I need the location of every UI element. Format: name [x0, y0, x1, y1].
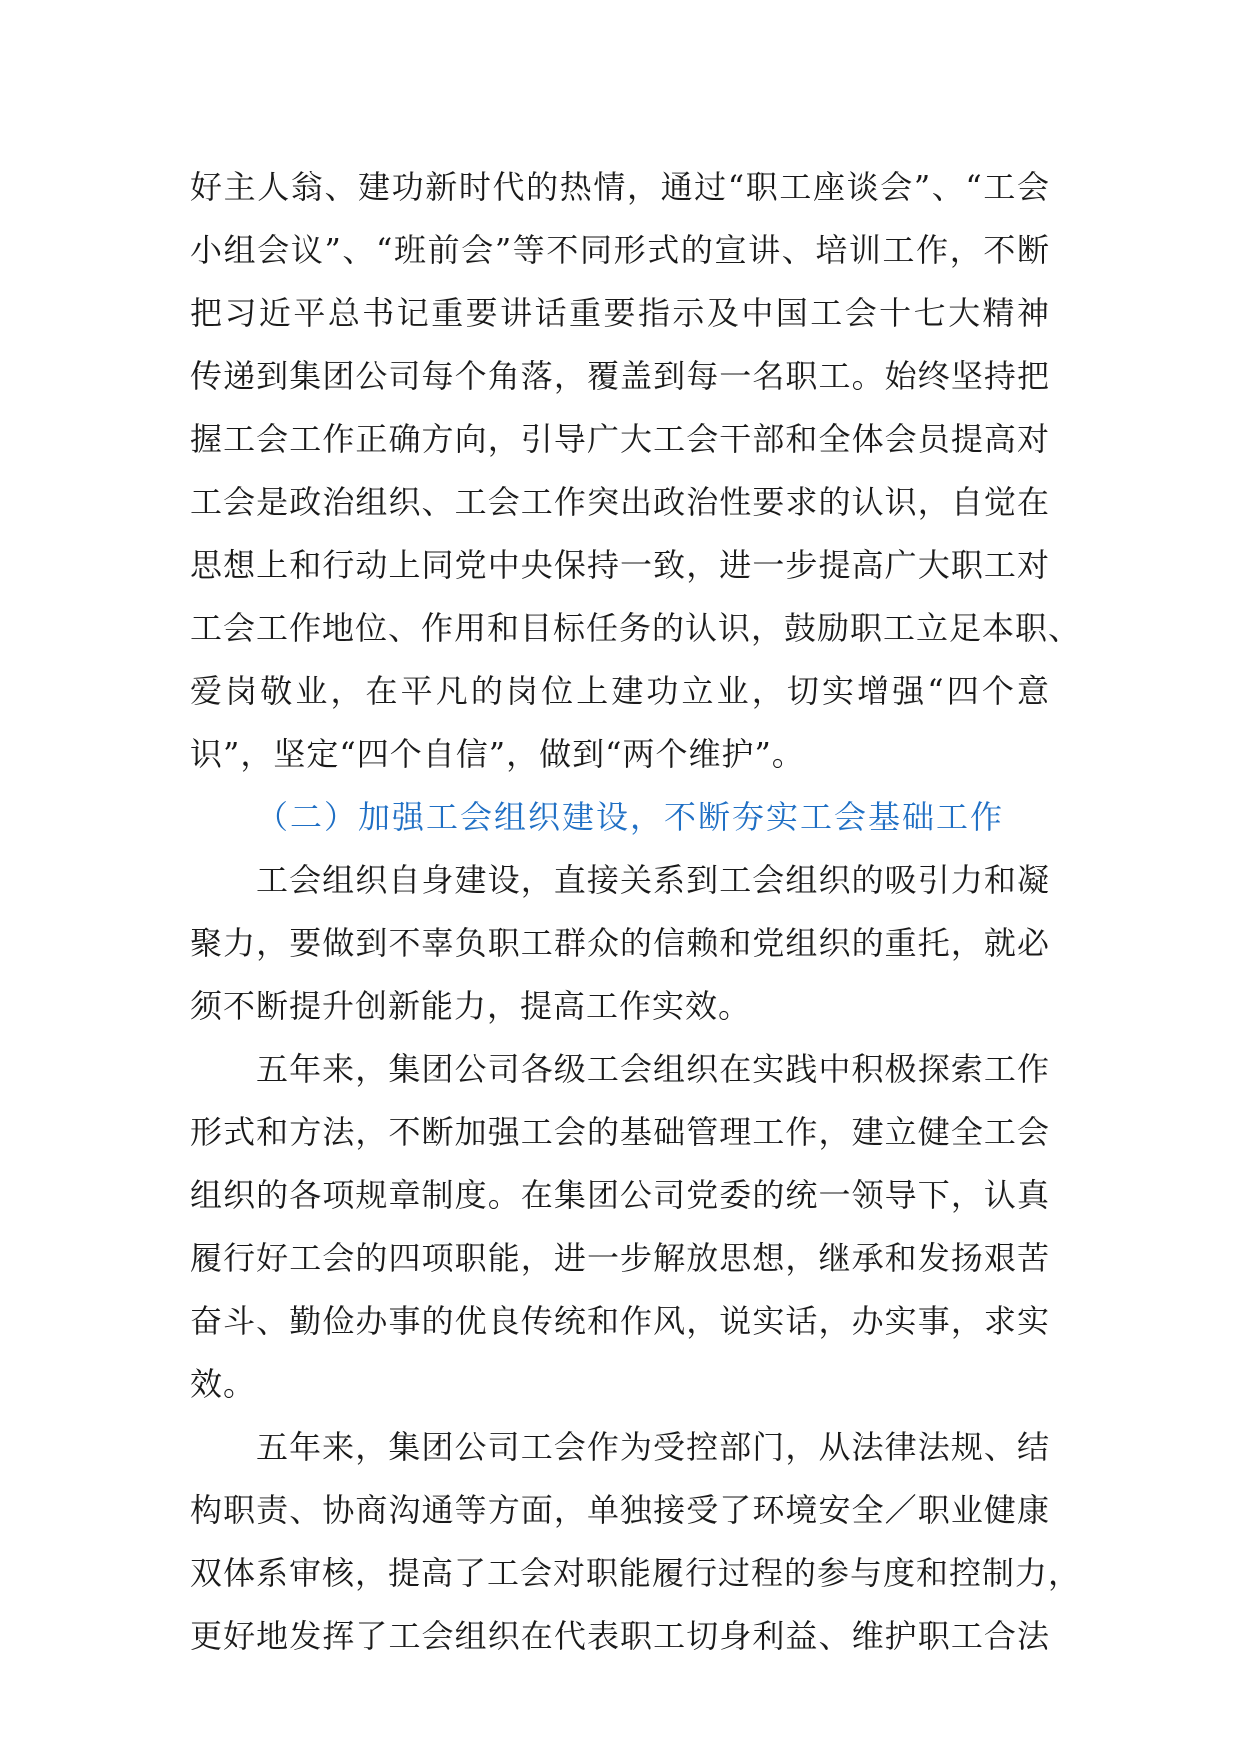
paragraph-line: 好主人翁、建功新时代的热情，通过“职工座谈会”、“工会: [190, 168, 1050, 206]
paragraph-line: 组织的各项规章制度。在集团公司党委的统一领导下，认真: [190, 1176, 1050, 1214]
paragraph-line: 识”，坚定“四个自信”，做到“两个维护”。: [190, 735, 805, 773]
paragraph-line: 须不断提升创新能力，提高工作实效。: [190, 987, 752, 1025]
paragraph-line: 形式和方法，不断加强工会的基础管理工作，建立健全工会: [190, 1113, 1050, 1151]
paragraph-line: 爱岗敬业，在平凡的岗位上建功立业，切实增强“四个意: [190, 672, 1050, 710]
paragraph-line: 构职责、协商沟通等方面，单独接受了环境安全／职业健康: [190, 1491, 1050, 1529]
paragraph-line: 小组会议”、“班前会”等不同形式的宣讲、培训工作，不断: [190, 231, 1050, 269]
section-heading: （二）加强工会组织建设，不断夯实工会基础工作: [256, 798, 1005, 836]
paragraph-line: 双体系审核，提高了工会对职能履行过程的参与度和控制力，: [190, 1554, 1082, 1592]
paragraph-line: 履行好工会的四项职能，进一步解放思想，继承和发扬艰苦: [190, 1239, 1050, 1277]
paragraph-line: 工会工作地位、作用和目标任务的认识，鼓励职工立足本职、: [190, 609, 1082, 647]
paragraph-line: 传递到集团公司每个角落，覆盖到每一名职工。始终坚持把: [190, 357, 1050, 395]
paragraph-line: 工会是政治组织、工会工作突出政治性要求的认识，自觉在: [190, 483, 1050, 521]
paragraph-line: 奋斗、勤俭办事的优良传统和作风，说实话，办实事，求实: [190, 1302, 1050, 1340]
paragraph-line: 把习近平总书记重要讲话重要指示及中国工会十七大精神: [190, 294, 1050, 332]
paragraph-line: 握工会工作正确方向，引导广大工会干部和全体会员提高对: [190, 420, 1050, 458]
document-body: [190, 156, 1082, 1668]
paragraph-line: 五年来，集团公司各级工会组织在实践中积极探索工作: [256, 1050, 1050, 1088]
paragraph-line: 聚力，要做到不辜负职工群众的信赖和党组织的重托，就必: [190, 924, 1050, 962]
paragraph-line: 思想上和行动上同党中央保持一致，进一步提高广大职工对: [190, 546, 1050, 584]
paragraph-line: 五年来，集团公司工会作为受控部门，从法律法规、结: [256, 1428, 1050, 1466]
paragraph-line: 工会组织自身建设，直接关系到工会组织的吸引力和凝: [256, 861, 1050, 899]
paragraph-line: 更好地发挥了工会组织在代表职工切身利益、维护职工合法: [190, 1617, 1050, 1655]
paragraph-line: 效。: [190, 1365, 257, 1403]
